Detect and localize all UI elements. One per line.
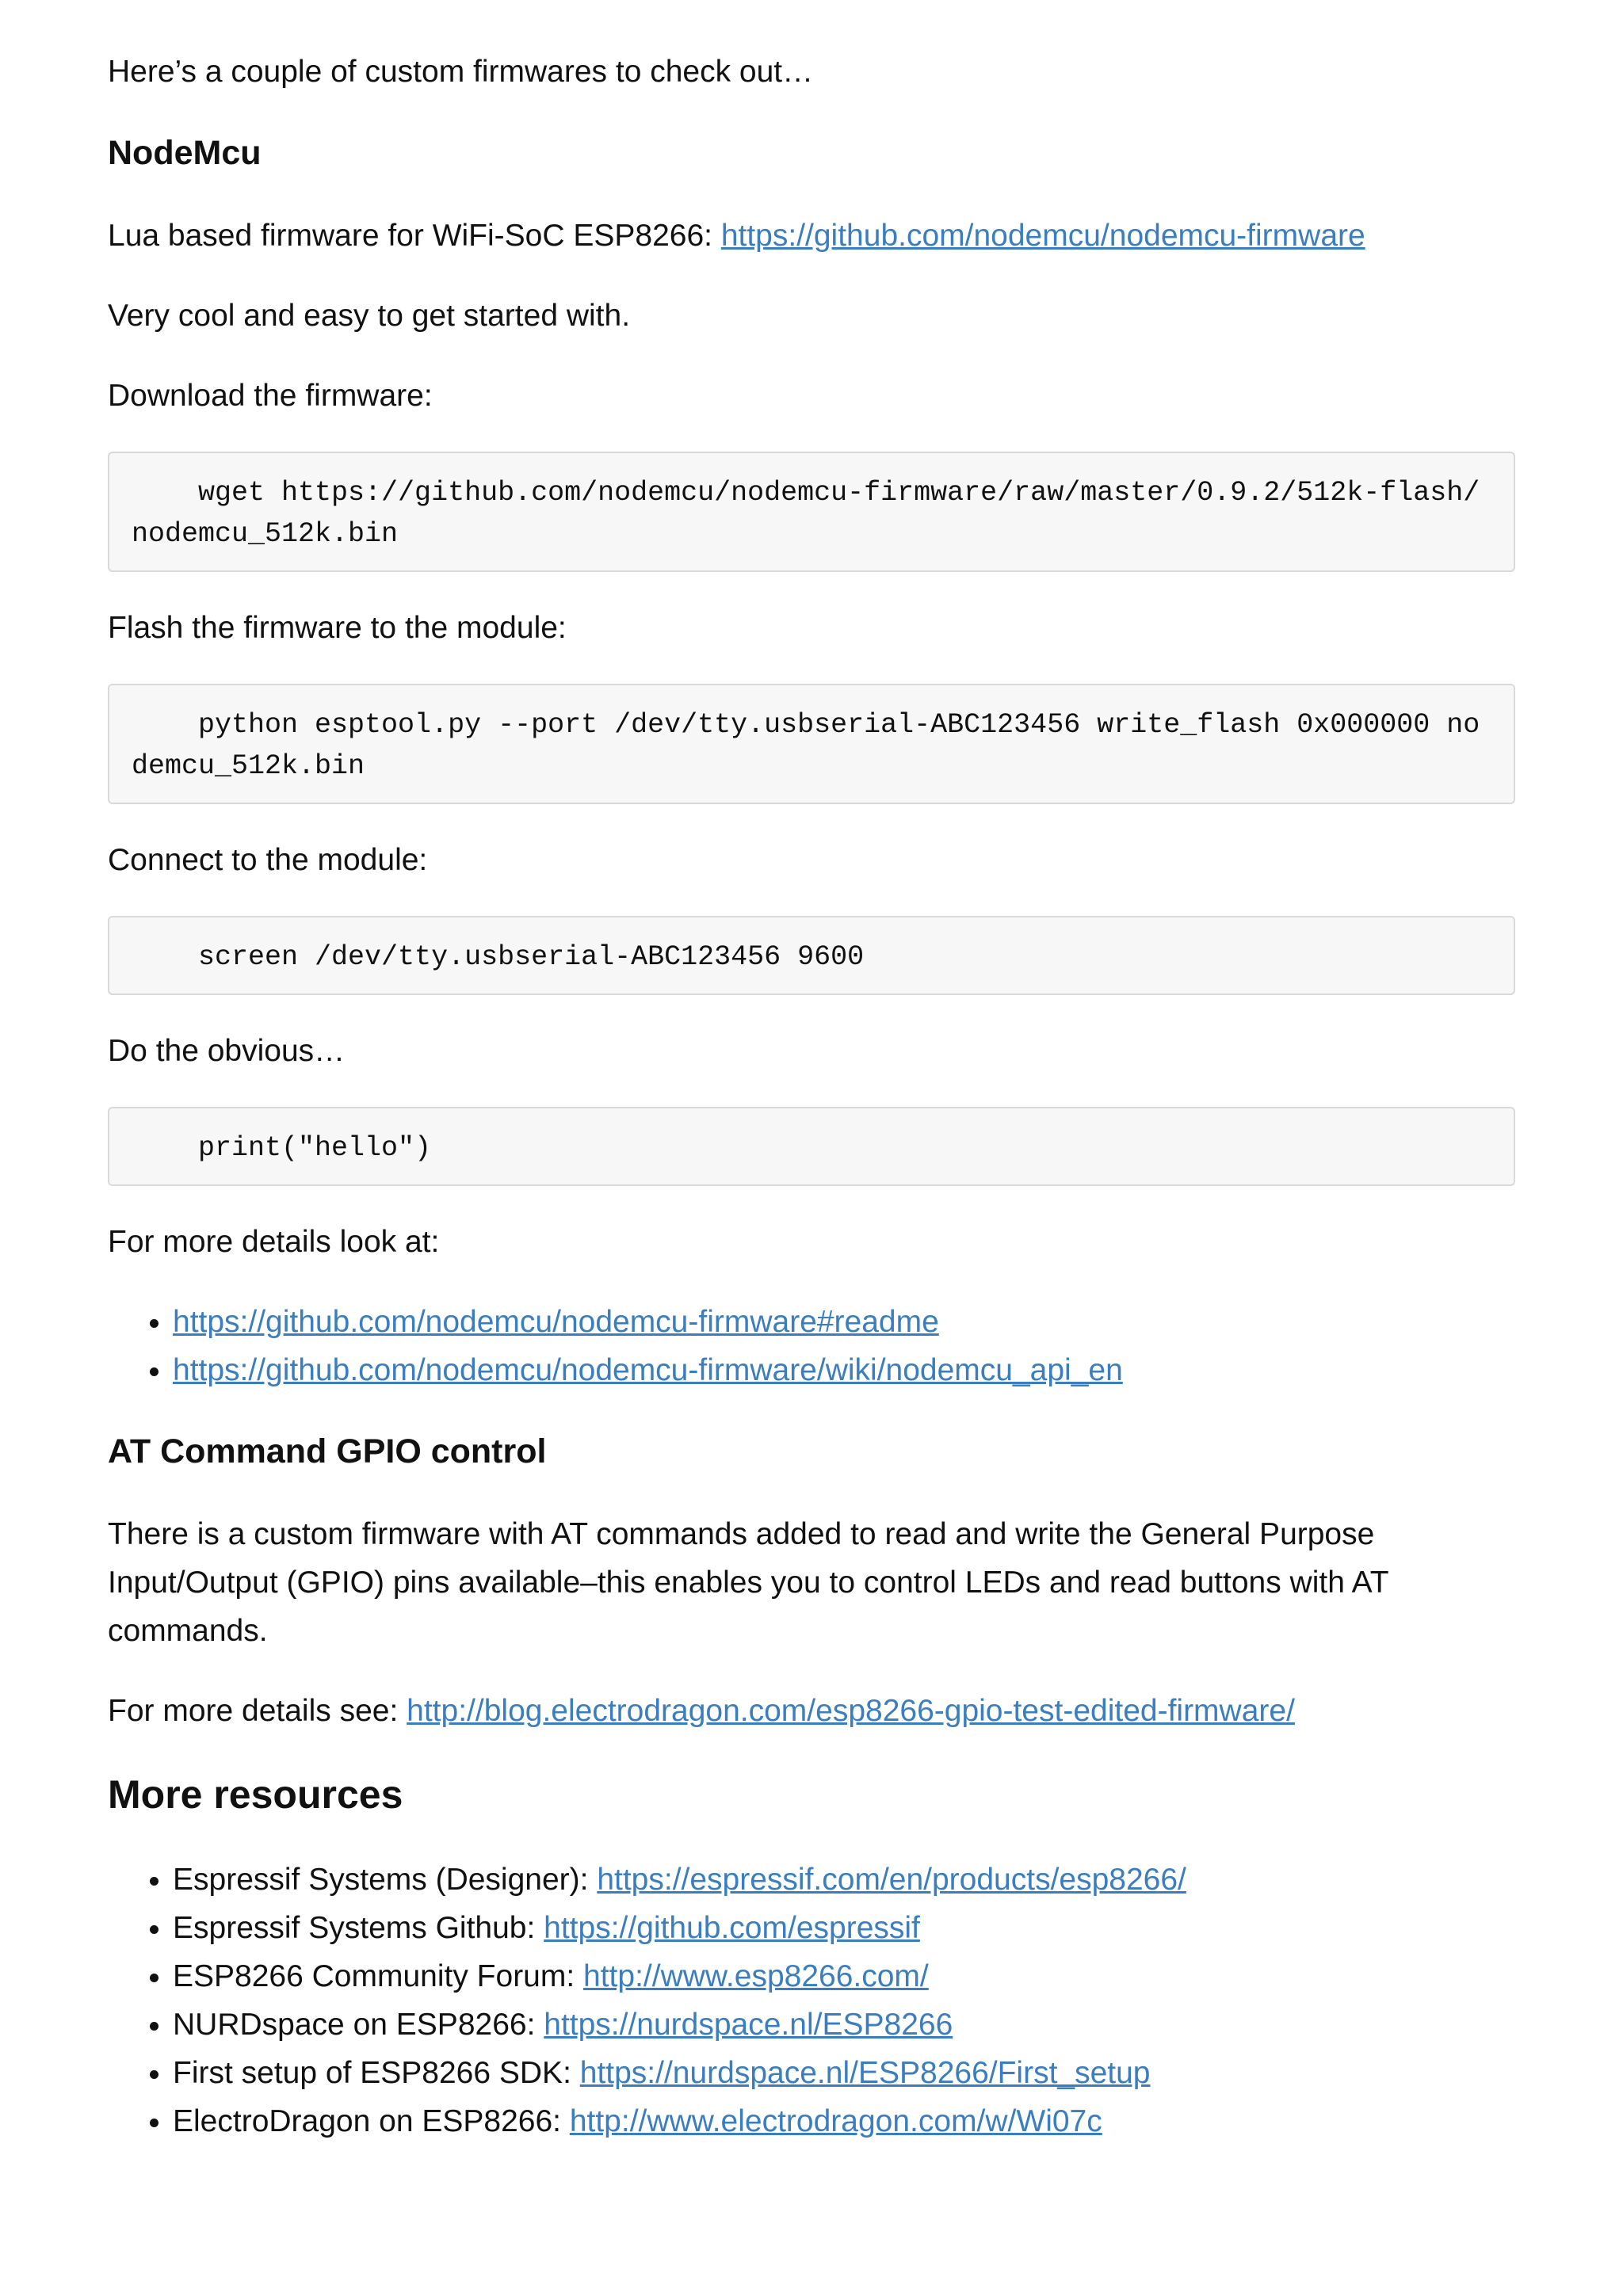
resource-link[interactable]: https://github.com/espressif: [544, 1911, 920, 1945]
resource-label: Espressif Systems (Designer):: [173, 1863, 598, 1897]
nodemcu-easy-text: Very cool and easy to get started with.: [108, 299, 631, 333]
nodemcu-repo-link[interactable]: https://github.com/nodemcu/nodemcu-firmware: [720, 219, 1365, 253]
list-item: [173, 1855, 1515, 1904]
nodemcu-links-list: [108, 1298, 1515, 1394]
flash-label: Flash the firmware to the module:: [108, 611, 567, 645]
at-gpio-heading: AT Command GPIO control: [108, 1432, 547, 1470]
nodemcu-description-text: Lua based firmware for WiFi-SoC ESP8266:: [108, 219, 721, 253]
resources-heading: More resources: [108, 1772, 403, 1817]
connect-label: Connect to the module:: [108, 843, 428, 877]
article-body: [108, 48, 1515, 2145]
resource-label: ESP8266 Community Forum:: [173, 1959, 584, 1993]
hello-code-block[interactable]: print("hello"): [108, 1107, 1515, 1186]
list-item: [173, 2000, 1515, 2049]
resource-link[interactable]: https://nurdspace.nl/ESP8266: [544, 2008, 953, 2042]
resource-label: First setup of ESP8266 SDK:: [173, 2056, 580, 2090]
flash-code-block[interactable]: python esptool.py --port /dev/tty.usbserial-ABC123456 write_flash 0x000000 nodemcu_512k.bin: [108, 684, 1515, 804]
obvious-label: Do the obvious…: [108, 1034, 346, 1068]
at-gpio-details-text: For more details see:: [108, 1694, 407, 1728]
at-gpio-description: There is a custom firmware with AT commands added to read and write the General Purpose Input/Output (GPIO) pins available–this enables you to control LEDs and read buttons with AT commands.: [108, 1517, 1388, 1648]
resources-list: [108, 1855, 1515, 2145]
electrodragon-gpio-link[interactable]: http://blog.electrodragon.com/esp8266-gpio-test-edited-firmware/: [407, 1694, 1295, 1728]
resource-label: NURDspace on ESP8266:: [173, 2008, 544, 2042]
intro-text: Here’s a couple of custom firmwares to check out…: [108, 55, 814, 89]
resource-label: Espressif Systems Github:: [173, 1911, 544, 1945]
list-item: [173, 1298, 1515, 1346]
nodemcu-readme-link[interactable]: https://github.com/nodemcu/nodemcu-firmware#readme: [173, 1305, 939, 1339]
nodemcu-api-link[interactable]: https://github.com/nodemcu/nodemcu-firmware/wiki/nodemcu_api_en: [173, 1353, 1123, 1387]
details-label: For more details look at:: [108, 1225, 440, 1259]
download-code-block[interactable]: wget https://github.com/nodemcu/nodemcu-firmware/raw/master/0.9.2/512k-flash/nodemcu_512k.bin: [108, 452, 1515, 572]
resource-link[interactable]: http://www.esp8266.com/: [583, 1959, 929, 1993]
download-label: Download the firmware:: [108, 379, 433, 413]
list-item: [173, 2097, 1515, 2145]
resource-link[interactable]: https://nurdspace.nl/ESP8266/First_setup: [579, 2056, 1151, 2090]
resource-label: ElectroDragon on ESP8266:: [173, 2104, 570, 2138]
list-item: [173, 2049, 1515, 2097]
nodemcu-description: [108, 212, 1515, 260]
nodemcu-heading: NodeMcu: [108, 134, 262, 172]
connect-code-block[interactable]: screen /dev/tty.usbserial-ABC123456 9600: [108, 916, 1515, 995]
at-gpio-details: [108, 1687, 1515, 1735]
resource-link[interactable]: http://www.electrodragon.com/w/Wi07c: [569, 2104, 1102, 2138]
resource-link[interactable]: https://espressif.com/en/products/esp8266/: [597, 1863, 1186, 1897]
list-item: [173, 1346, 1515, 1394]
list-item: [173, 1904, 1515, 1952]
list-item: [173, 1952, 1515, 2000]
